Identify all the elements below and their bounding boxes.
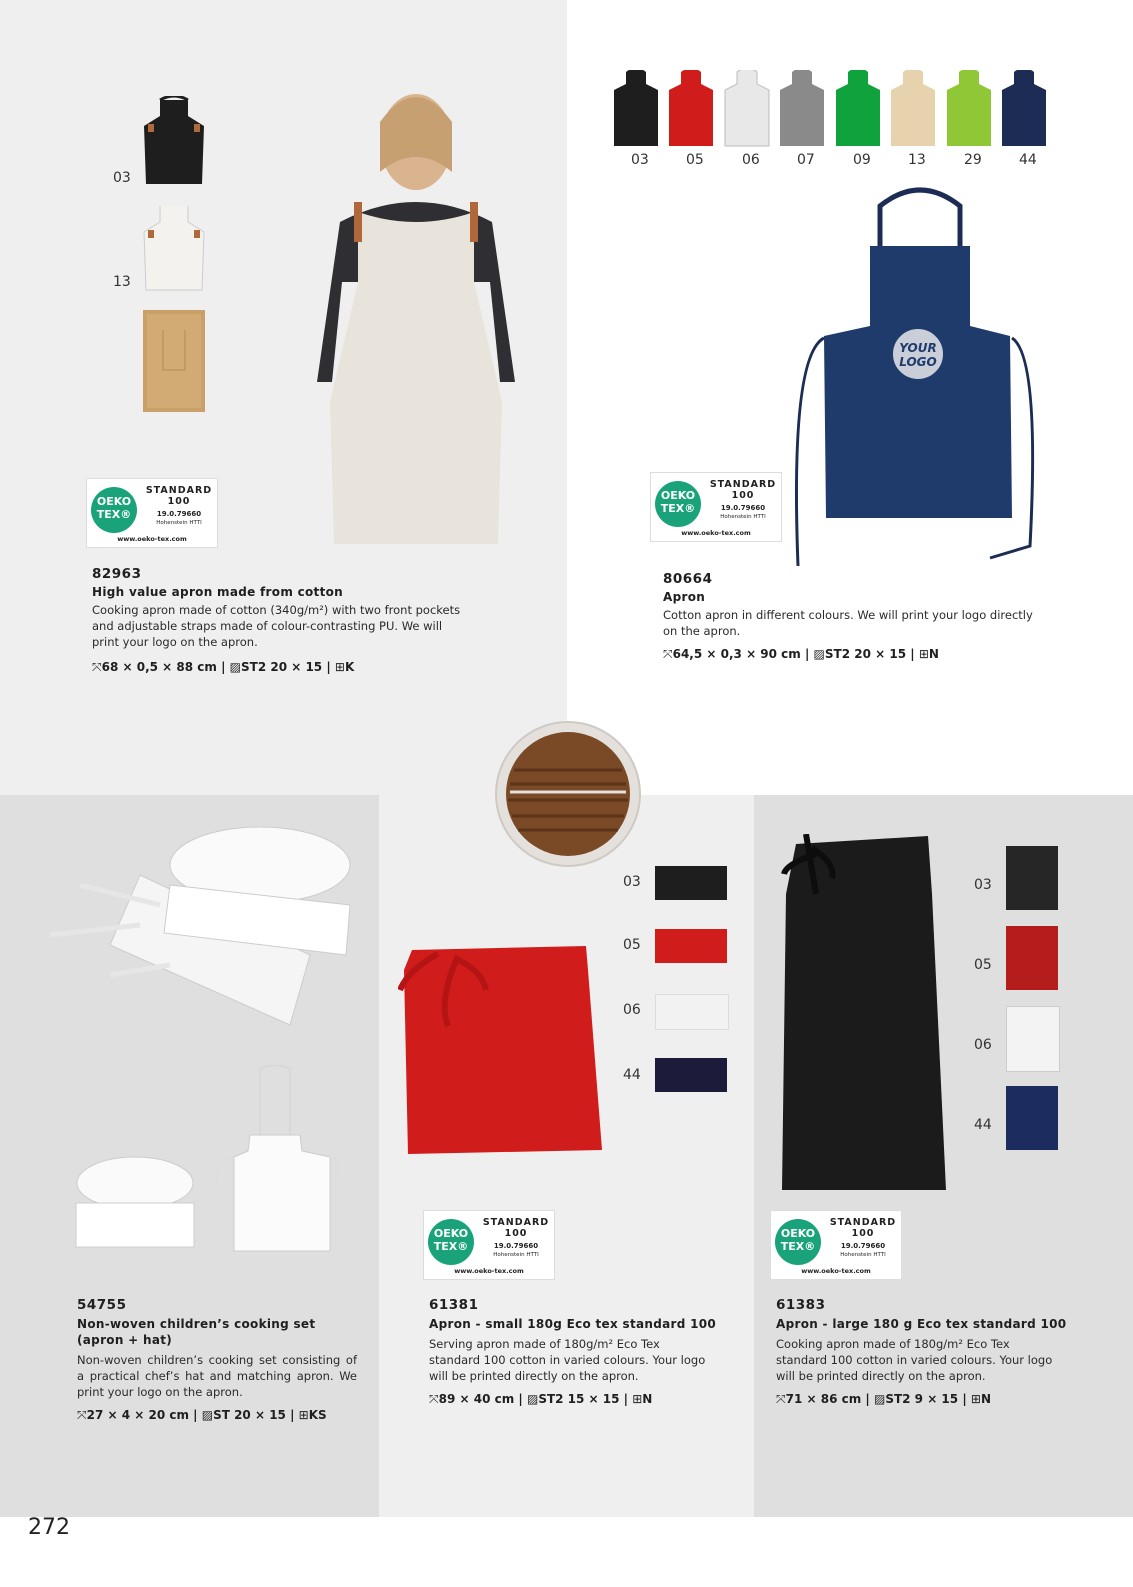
oeko-url: www.oeko-tex.com xyxy=(117,535,187,543)
oeko-institute: Hohenstein HTTI xyxy=(493,1252,539,1258)
apron-thumbnail-black xyxy=(138,96,208,186)
black-long-apron-image xyxy=(776,834,956,1194)
chef-hat-and-apron-image xyxy=(50,825,370,1035)
product-specs: ⤧27 × 4 × 20 cm | ▨ST 20 × 15 | ⊞KS xyxy=(77,1408,327,1422)
dimensions-icon: ⤧ xyxy=(77,1408,87,1422)
colour-code-label: 03 xyxy=(631,152,649,168)
product-title: Apron xyxy=(663,590,706,604)
packaging: N xyxy=(642,1392,653,1406)
oeko-institute: Hohenstein HTTI xyxy=(840,1252,886,1258)
colour-code-label: 05 xyxy=(623,937,641,953)
colour-code-label: 05 xyxy=(974,957,992,973)
print-area-icon: ▨ xyxy=(201,1408,214,1422)
colour-code-label: 06 xyxy=(974,1037,992,1053)
product-title: High value apron made from cotton xyxy=(92,585,344,599)
product-specs: ⤧64,5 × 0,3 × 90 cm | ▨ST2 20 × 15 | ⊞N xyxy=(663,647,939,661)
dimensions-icon: ⤧ xyxy=(429,1392,439,1406)
colour-code-label: 44 xyxy=(623,1067,641,1083)
product-description: Cooking apron made of 180g/m² Eco Tex standard 100 cotton in varied colours. Your logo will be printed directly on the apron. xyxy=(776,1337,1053,1383)
apron-swatch-07 xyxy=(776,70,828,148)
colour-code-label: 13 xyxy=(908,152,926,168)
product-description: Serving apron made of 180g/m² Eco Tex standard 100 cotton in varied colours. Your logo will be printed directly on the apron. xyxy=(429,1337,706,1383)
apron-swatch-06 xyxy=(721,70,773,148)
apron-swatch-03 xyxy=(610,70,662,148)
swatch-06 xyxy=(1006,1006,1060,1072)
swatch-44 xyxy=(1006,1086,1058,1150)
packaging: N xyxy=(980,1392,991,1406)
print-area-icon: ▨ xyxy=(813,647,825,661)
apron-swatch-13 xyxy=(887,70,939,148)
oeko-number: 19.0.79660 xyxy=(840,1242,886,1250)
colour-code-label: 06 xyxy=(742,152,760,168)
oeko-brand: OEKO xyxy=(96,495,132,508)
oeko-brand: OEKO xyxy=(780,1227,816,1240)
oeko-standard: STANDARD xyxy=(482,1217,550,1228)
dimensions: 64,5 × 0,3 × 90 cm xyxy=(672,647,801,661)
colour-code-label: 06 xyxy=(623,1002,641,1018)
red-waist-apron-image xyxy=(398,930,610,1154)
packaging: N xyxy=(928,647,939,661)
oeko-brand: OEKO xyxy=(660,489,696,502)
colour-code-label: 07 xyxy=(797,152,815,168)
dimensions: 71 × 86 cm xyxy=(785,1392,862,1406)
dimensions: 27 × 4 × 20 cm xyxy=(86,1408,189,1422)
your-logo-text: YOUR xyxy=(899,341,937,355)
oeko-url: www.oeko-tex.com xyxy=(801,1267,871,1275)
product-title: Non-woven children’s cooking set (apron + hat) xyxy=(77,1317,316,1347)
dimensions: 68 × 0,5 × 88 cm xyxy=(101,660,217,674)
oeko-standard: 100 xyxy=(167,496,191,507)
wood-texture-circle xyxy=(494,720,642,868)
product-specs: ⤧68 × 0,5 × 88 cm | ▨ST2 20 × 15 | ⊞K xyxy=(92,660,355,674)
product-title: Apron - small 180g Eco tex standard 100 xyxy=(429,1317,717,1331)
oeko-tex-badge xyxy=(770,1210,902,1280)
oeko-brand: OEKO xyxy=(433,1227,469,1240)
colour-code-label: 44 xyxy=(974,1117,992,1133)
colour-code-label: 03 xyxy=(974,877,992,893)
oeko-number: 19.0.79660 xyxy=(720,504,766,512)
oeko-brand: TEX® xyxy=(96,508,132,521)
product-code: 61381 xyxy=(429,1297,479,1313)
oeko-url: www.oeko-tex.com xyxy=(454,1267,524,1275)
oeko-brand: TEX® xyxy=(660,502,696,515)
print-area: ST 20 × 15 xyxy=(213,1408,286,1422)
print-area-icon: ▨ xyxy=(526,1392,539,1406)
colour-code-label: 44 xyxy=(1019,152,1037,168)
swatch-05 xyxy=(655,929,727,963)
oeko-number: 19.0.79660 xyxy=(156,510,202,518)
packaging: KS xyxy=(308,1408,327,1422)
print-area: ST2 20 × 15 xyxy=(240,660,323,674)
product-description: Cotton apron in different colours. We will print your logo directly on the apron. xyxy=(663,608,1033,638)
oeko-standard: 100 xyxy=(851,1228,875,1239)
oeko-tex-badge xyxy=(423,1210,555,1280)
apron-swatch-09 xyxy=(832,70,884,148)
product-description: Non-woven children’s cooking set consisting of a practical chef’s hat and matching apron. We print your logo on the apron. xyxy=(77,1353,357,1399)
packaging-icon: ⊞ xyxy=(334,660,345,674)
oeko-institute: Hohenstein HTTI xyxy=(156,520,202,526)
oeko-standard: STANDARD xyxy=(829,1217,897,1228)
oeko-url: www.oeko-tex.com xyxy=(681,529,751,537)
swatch-44 xyxy=(655,1058,727,1092)
oeko-standard: STANDARD xyxy=(145,485,213,496)
apron-swatch-44 xyxy=(998,70,1050,148)
oeko-standard: 100 xyxy=(731,490,755,501)
colour-code-label: 29 xyxy=(964,152,982,168)
oeko-number: 19.0.79660 xyxy=(493,1242,539,1250)
packaging: K xyxy=(344,660,355,674)
dimensions-icon: ⤧ xyxy=(663,647,673,661)
colour-code-label: 03 xyxy=(623,874,641,890)
swatch-03 xyxy=(1006,846,1058,910)
packaging-icon: ⊞ xyxy=(918,647,929,661)
print-area: ST2 20 × 15 xyxy=(824,647,907,661)
colour-code-label: 13 xyxy=(113,274,131,290)
colour-swatch-row xyxy=(610,70,1060,160)
panel-61381 xyxy=(379,795,754,1517)
product-specs: ⤧89 × 40 cm | ▨ST2 15 × 15 | ⊞N xyxy=(429,1392,653,1406)
oeko-brand: TEX® xyxy=(433,1240,469,1253)
packaging-icon: ⊞ xyxy=(970,1392,981,1406)
navy-apron-image xyxy=(790,186,1050,576)
print-area-icon: ▨ xyxy=(229,660,241,674)
page-number: 272 xyxy=(28,1515,70,1540)
oeko-institute: Hohenstein HTTI xyxy=(720,514,766,520)
oeko-brand: TEX® xyxy=(780,1240,816,1253)
child-apron-image xyxy=(210,1065,340,1255)
product-description: Cooking apron made of cotton (340g/m²) with two front pockets and adjustable straps made of colour-contrasting PU. We will print your logo on the apron. xyxy=(92,603,461,649)
packaging-icon: ⊞ xyxy=(298,1408,309,1422)
your-logo-text: LOGO xyxy=(899,355,937,369)
colour-code-label: 05 xyxy=(686,152,704,168)
chef-hat-image xyxy=(70,1155,200,1251)
product-title: Apron - large 180 g Eco tex standard 100 xyxy=(776,1317,1067,1331)
dimensions-icon: ⤧ xyxy=(776,1392,786,1406)
apron-thumbnail-natural xyxy=(138,202,208,292)
apron-swatch-29 xyxy=(943,70,995,148)
product-code: 80664 xyxy=(663,571,713,587)
colour-code-label: 03 xyxy=(113,170,131,186)
oeko-standard: 100 xyxy=(504,1228,528,1239)
product-code: 82963 xyxy=(92,566,142,582)
oeko-tex-badge xyxy=(650,472,782,542)
swatch-06 xyxy=(655,994,729,1030)
oeko-standard: STANDARD xyxy=(709,479,777,490)
product-code: 54755 xyxy=(77,1297,127,1313)
print-area: ST2 15 × 15 xyxy=(538,1392,620,1406)
kraft-box-image xyxy=(143,310,205,412)
dimensions-icon: ⤧ xyxy=(92,660,102,674)
swatch-05 xyxy=(1006,926,1058,990)
print-area-icon: ▨ xyxy=(873,1392,886,1406)
apron-swatch-05 xyxy=(665,70,717,148)
model-wearing-apron-photo xyxy=(300,82,532,544)
product-specs: ⤧71 × 86 cm | ▨ST2 9 × 15 | ⊞N xyxy=(776,1392,991,1406)
product-code: 61383 xyxy=(776,1297,826,1313)
packaging-icon: ⊞ xyxy=(632,1392,643,1406)
oeko-tex-badge xyxy=(86,478,218,548)
print-area: ST2 9 × 15 xyxy=(885,1392,959,1406)
dimensions: 89 × 40 cm xyxy=(438,1392,515,1406)
colour-code-label: 09 xyxy=(853,152,871,168)
swatch-03 xyxy=(655,866,727,900)
